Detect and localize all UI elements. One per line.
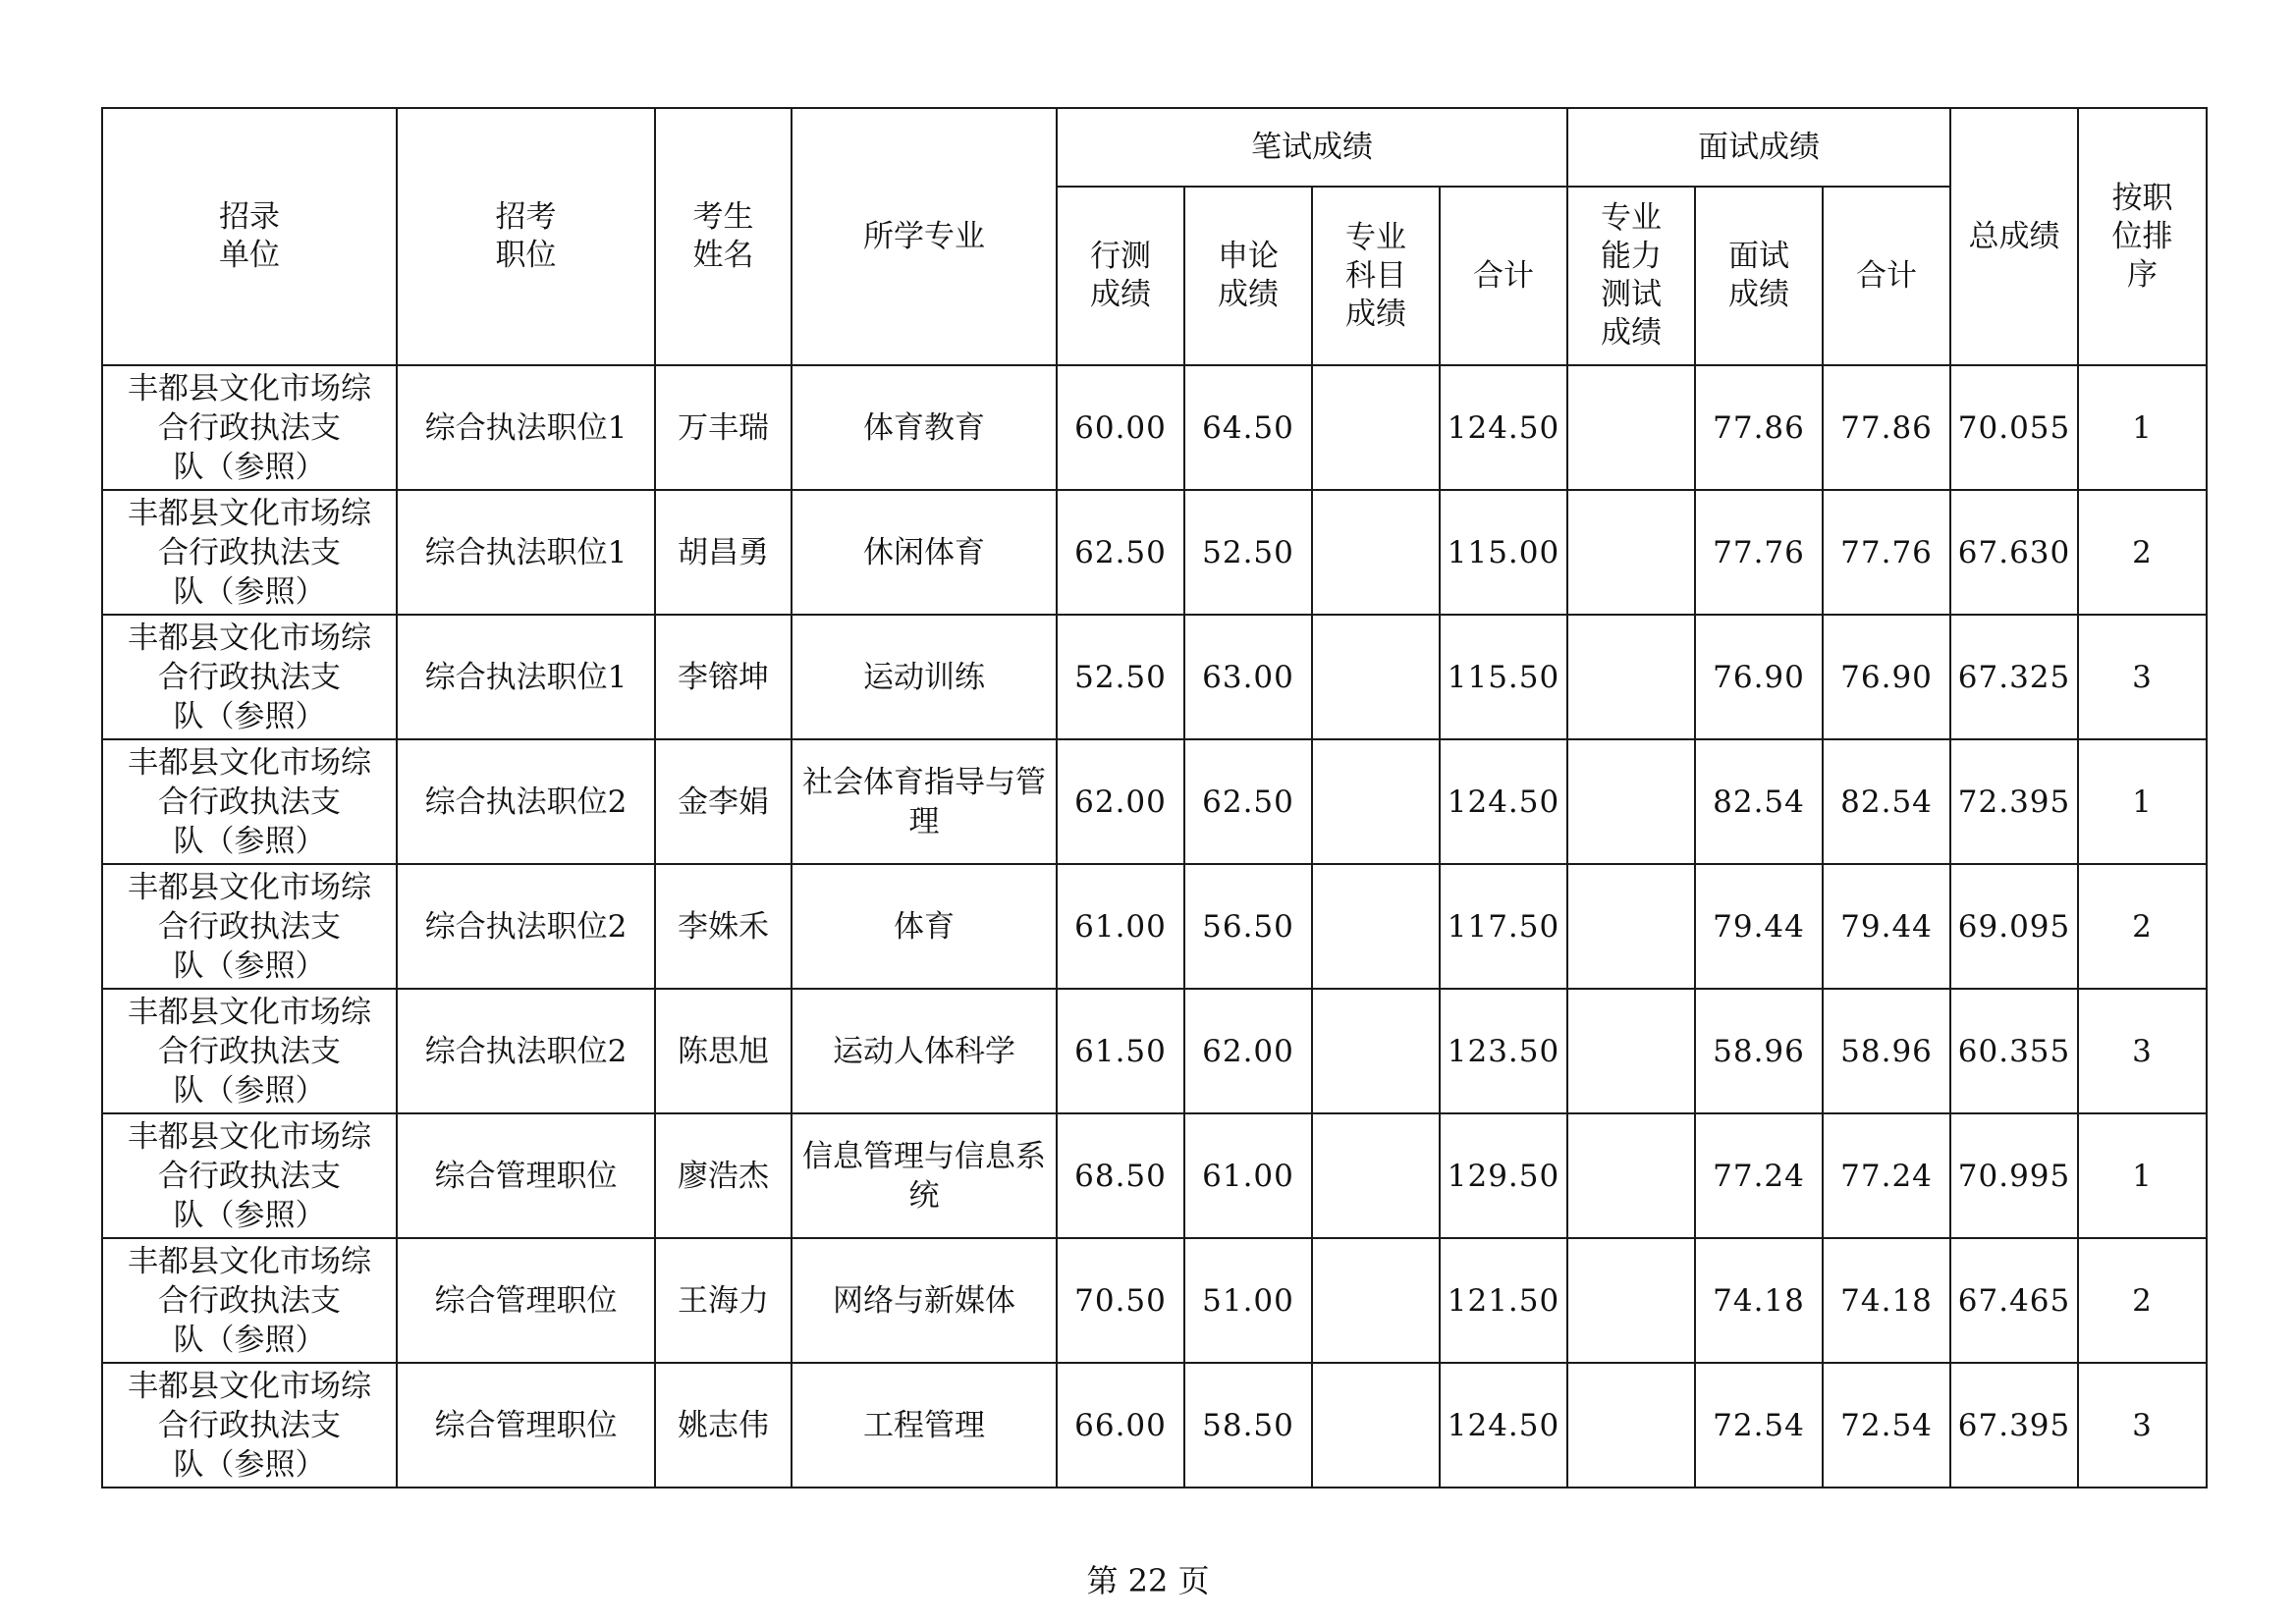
table-row xyxy=(102,615,2207,739)
cell-written-total: 124.50 xyxy=(1440,739,1567,864)
cell-rank: 1 xyxy=(2078,1113,2207,1238)
cell-total: 70.995 xyxy=(1950,1113,2078,1238)
cell-special-subject xyxy=(1312,1238,1440,1363)
cell-major: 信息管理与信息系统 xyxy=(792,1113,1057,1238)
table-row xyxy=(102,739,2207,864)
header-xingce: 行测 成绩 xyxy=(1057,187,1184,365)
cell-name: 廖浩杰 xyxy=(655,1113,792,1238)
cell-special-subject xyxy=(1312,615,1440,739)
cell-name: 姚志伟 xyxy=(655,1363,792,1488)
cell-ability-test xyxy=(1567,864,1695,989)
cell-unit: 丰都县文化市场综 合行政执法支 队（参照） xyxy=(102,1363,397,1488)
page-footer xyxy=(0,1556,2296,1601)
cell-interview-score: 74.18 xyxy=(1695,1238,1823,1363)
cell-special-subject xyxy=(1312,490,1440,615)
cell-interview-score: 77.76 xyxy=(1695,490,1823,615)
cell-interview-total: 77.24 xyxy=(1823,1113,1950,1238)
cell-special-subject xyxy=(1312,365,1440,490)
cell-xingce: 62.00 xyxy=(1057,739,1184,864)
cell-interview-total: 74.18 xyxy=(1823,1238,1950,1363)
cell-interview-score: 72.54 xyxy=(1695,1363,1823,1488)
cell-position: 综合执法职位1 xyxy=(397,365,655,490)
cell-rank: 2 xyxy=(2078,490,2207,615)
table-row xyxy=(102,1238,2207,1363)
cell-shenlun: 51.00 xyxy=(1184,1238,1312,1363)
cell-special-subject xyxy=(1312,864,1440,989)
cell-name: 陈思旭 xyxy=(655,989,792,1113)
cell-total: 67.395 xyxy=(1950,1363,2078,1488)
cell-interview-score: 82.54 xyxy=(1695,739,1823,864)
header-interview-score: 面试 成绩 xyxy=(1695,187,1823,365)
header-written-total: 合计 xyxy=(1440,187,1567,365)
cell-rank: 3 xyxy=(2078,989,2207,1113)
score-table xyxy=(101,107,2208,1488)
cell-shenlun: 61.00 xyxy=(1184,1113,1312,1238)
cell-interview-total: 77.86 xyxy=(1823,365,1950,490)
cell-shenlun: 62.50 xyxy=(1184,739,1312,864)
cell-interview-total: 76.90 xyxy=(1823,615,1950,739)
cell-position: 综合执法职位2 xyxy=(397,864,655,989)
cell-major: 网络与新媒体 xyxy=(792,1238,1057,1363)
table-row xyxy=(102,864,2207,989)
cell-name: 李姝禾 xyxy=(655,864,792,989)
cell-major: 体育 xyxy=(792,864,1057,989)
cell-rank: 1 xyxy=(2078,739,2207,864)
cell-position: 综合执法职位1 xyxy=(397,615,655,739)
cell-shenlun: 52.50 xyxy=(1184,490,1312,615)
cell-interview-total: 58.96 xyxy=(1823,989,1950,1113)
table-row xyxy=(102,490,2207,615)
cell-unit: 丰都县文化市场综 合行政执法支 队（参照） xyxy=(102,1113,397,1238)
cell-interview-total: 77.76 xyxy=(1823,490,1950,615)
cell-unit: 丰都县文化市场综 合行政执法支 队（参照） xyxy=(102,1238,397,1363)
cell-rank: 1 xyxy=(2078,365,2207,490)
page-number: 第 22 页 xyxy=(1086,1562,1210,1599)
cell-major: 运动训练 xyxy=(792,615,1057,739)
header-major: 所学专业 xyxy=(792,108,1057,365)
cell-interview-total: 72.54 xyxy=(1823,1363,1950,1488)
cell-rank: 3 xyxy=(2078,1363,2207,1488)
header-interview-group: 面试成绩 xyxy=(1567,108,1950,187)
cell-total: 67.325 xyxy=(1950,615,2078,739)
cell-xingce: 68.50 xyxy=(1057,1113,1184,1238)
cell-unit: 丰都县文化市场综 合行政执法支 队（参照） xyxy=(102,864,397,989)
cell-written-total: 115.50 xyxy=(1440,615,1567,739)
cell-shenlun: 56.50 xyxy=(1184,864,1312,989)
cell-total: 67.465 xyxy=(1950,1238,2078,1363)
cell-total: 67.630 xyxy=(1950,490,2078,615)
header-name: 考生 姓名 xyxy=(655,108,792,365)
cell-ability-test xyxy=(1567,1363,1695,1488)
cell-xingce: 60.00 xyxy=(1057,365,1184,490)
cell-name: 王海力 xyxy=(655,1238,792,1363)
cell-position: 综合执法职位2 xyxy=(397,989,655,1113)
cell-special-subject xyxy=(1312,1363,1440,1488)
cell-shenlun: 63.00 xyxy=(1184,615,1312,739)
header-ability-test: 专业 能力 测试 成绩 xyxy=(1567,187,1695,365)
cell-rank: 2 xyxy=(2078,1238,2207,1363)
cell-special-subject xyxy=(1312,739,1440,864)
cell-interview-score: 77.86 xyxy=(1695,365,1823,490)
header-rank: 按职 位排 序 xyxy=(2078,108,2207,365)
cell-written-total: 117.50 xyxy=(1440,864,1567,989)
cell-unit: 丰都县文化市场综 合行政执法支 队（参照） xyxy=(102,365,397,490)
cell-xingce: 61.50 xyxy=(1057,989,1184,1113)
cell-major: 休闲体育 xyxy=(792,490,1057,615)
cell-major: 社会体育指导与管理 xyxy=(792,739,1057,864)
cell-rank: 3 xyxy=(2078,615,2207,739)
cell-ability-test xyxy=(1567,1238,1695,1363)
cell-position: 综合执法职位1 xyxy=(397,490,655,615)
cell-shenlun: 58.50 xyxy=(1184,1363,1312,1488)
cell-total: 70.055 xyxy=(1950,365,2078,490)
score-sheet xyxy=(101,107,2206,1488)
header-unit: 招录 单位 xyxy=(102,108,397,365)
cell-interview-total: 79.44 xyxy=(1823,864,1950,989)
cell-written-total: 121.50 xyxy=(1440,1238,1567,1363)
cell-name: 胡昌勇 xyxy=(655,490,792,615)
header-total: 总成绩 xyxy=(1950,108,2078,365)
cell-interview-total: 82.54 xyxy=(1823,739,1950,864)
cell-position: 综合管理职位 xyxy=(397,1363,655,1488)
cell-ability-test xyxy=(1567,615,1695,739)
table-row xyxy=(102,1363,2207,1488)
header-position: 招考 职位 xyxy=(397,108,655,365)
cell-unit: 丰都县文化市场综 合行政执法支 队（参照） xyxy=(102,989,397,1113)
cell-position: 综合执法职位2 xyxy=(397,739,655,864)
cell-written-total: 124.50 xyxy=(1440,365,1567,490)
cell-xingce: 70.50 xyxy=(1057,1238,1184,1363)
header-written-group: 笔试成绩 xyxy=(1057,108,1567,187)
table-row xyxy=(102,989,2207,1113)
cell-total: 72.395 xyxy=(1950,739,2078,864)
cell-special-subject xyxy=(1312,1113,1440,1238)
table-row xyxy=(102,365,2207,490)
cell-shenlun: 64.50 xyxy=(1184,365,1312,490)
cell-written-total: 129.50 xyxy=(1440,1113,1567,1238)
cell-rank: 2 xyxy=(2078,864,2207,989)
cell-total: 69.095 xyxy=(1950,864,2078,989)
cell-name: 金李娟 xyxy=(655,739,792,864)
cell-major: 运动人体科学 xyxy=(792,989,1057,1113)
cell-unit: 丰都县文化市场综 合行政执法支 队（参照） xyxy=(102,739,397,864)
table-row xyxy=(102,1113,2207,1238)
cell-xingce: 66.00 xyxy=(1057,1363,1184,1488)
cell-total: 60.355 xyxy=(1950,989,2078,1113)
cell-xingce: 62.50 xyxy=(1057,490,1184,615)
cell-position: 综合管理职位 xyxy=(397,1113,655,1238)
cell-interview-score: 76.90 xyxy=(1695,615,1823,739)
header-interview-total: 合计 xyxy=(1823,187,1950,365)
cell-ability-test xyxy=(1567,1113,1695,1238)
cell-written-total: 115.00 xyxy=(1440,490,1567,615)
cell-interview-score: 58.96 xyxy=(1695,989,1823,1113)
cell-name: 李镕坤 xyxy=(655,615,792,739)
cell-major: 工程管理 xyxy=(792,1363,1057,1488)
cell-ability-test xyxy=(1567,989,1695,1113)
header-shenlun: 申论 成绩 xyxy=(1184,187,1312,365)
cell-xingce: 61.00 xyxy=(1057,864,1184,989)
cell-ability-test xyxy=(1567,739,1695,864)
cell-written-total: 123.50 xyxy=(1440,989,1567,1113)
cell-position: 综合管理职位 xyxy=(397,1238,655,1363)
cell-shenlun: 62.00 xyxy=(1184,989,1312,1113)
cell-name: 万丰瑞 xyxy=(655,365,792,490)
cell-interview-score: 77.24 xyxy=(1695,1113,1823,1238)
header-special-subject: 专业 科目 成绩 xyxy=(1312,187,1440,365)
cell-interview-score: 79.44 xyxy=(1695,864,1823,989)
cell-major: 体育教育 xyxy=(792,365,1057,490)
cell-written-total: 124.50 xyxy=(1440,1363,1567,1488)
cell-special-subject xyxy=(1312,989,1440,1113)
cell-ability-test xyxy=(1567,365,1695,490)
cell-unit: 丰都县文化市场综 合行政执法支 队（参照） xyxy=(102,490,397,615)
cell-ability-test xyxy=(1567,490,1695,615)
cell-xingce: 52.50 xyxy=(1057,615,1184,739)
cell-unit: 丰都县文化市场综 合行政执法支 队（参照） xyxy=(102,615,397,739)
